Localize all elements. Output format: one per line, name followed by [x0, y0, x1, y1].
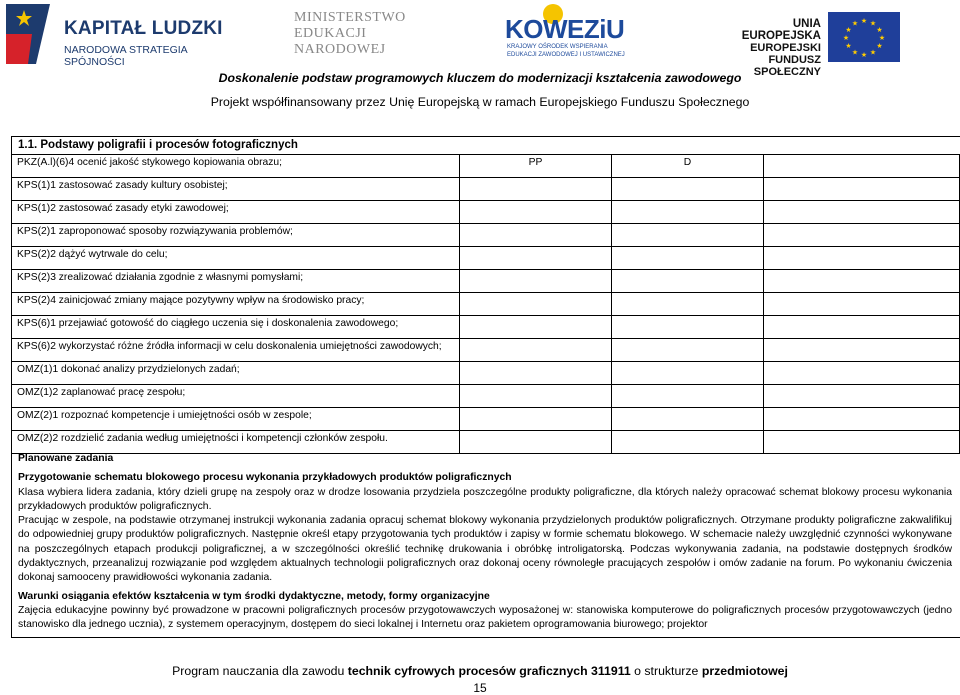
page-number: 15	[473, 681, 487, 695]
d-cell	[612, 408, 764, 431]
empty-cell	[764, 339, 960, 362]
effect-cell: KPS(2)1 zaproponować sposoby rozwiązywania problemów;	[12, 224, 460, 247]
d-cell: D	[612, 155, 764, 178]
svg-text:★: ★	[878, 34, 886, 42]
effect-cell: KPS(6)2 wykorzystać różne źródła informacji w celu doskonalenia umiejętności zawodowych;	[12, 339, 460, 362]
d-cell	[612, 339, 764, 362]
task-title: Przygotowanie schematu blokowego procesu wykonania przykładowych produktów poligraficznych	[18, 472, 512, 484]
empty-cell	[764, 224, 960, 247]
svg-text:★: ★	[851, 48, 859, 57]
conditions-heading: Warunki osiągania efektów kształcenia w tym środki dydaktyczne, metody, formy organizacyjne	[18, 590, 490, 602]
d-cell	[612, 362, 764, 385]
kapital-ludzki-subtitle: NARODOWA STRATEGIA SPÓJNOŚCI	[64, 44, 188, 68]
koweziu-sub2: EDUKACJI ZAWODOWEJ I USTAWICZNEJ	[507, 52, 625, 58]
table-row	[12, 247, 960, 270]
effects-table	[11, 154, 960, 454]
pp-cell	[460, 385, 612, 408]
svg-text:★: ★	[851, 19, 859, 28]
d-cell	[612, 293, 764, 316]
svg-text:★: ★	[860, 17, 868, 25]
effect-cell: OMZ(2)2 rozdzielić zadania według umiejętności i kompetencji członków zespołu.	[12, 431, 460, 454]
table-row	[12, 293, 960, 316]
pp-cell	[460, 247, 612, 270]
pp-cell	[460, 339, 612, 362]
svg-text:★: ★	[860, 51, 868, 59]
empty-cell	[764, 408, 960, 431]
header-subtitle-project: Projekt współfinansowany przez Unię Europejską w ramach Europejskiego Funduszu Społecznego	[210, 95, 750, 109]
pp-cell	[460, 431, 612, 454]
effect-cell: OMZ(1)2 zaplanować pracę zespołu;	[12, 385, 460, 408]
svg-text:★: ★	[869, 48, 877, 57]
d-cell	[612, 431, 764, 454]
table-row	[12, 316, 960, 339]
table-row	[12, 431, 960, 454]
svg-text:★: ★	[876, 26, 883, 34]
kapital-ludzki-flag-icon	[6, 4, 50, 64]
pp-cell	[460, 316, 612, 339]
table-row	[12, 362, 960, 385]
koweziu-logo	[505, 4, 625, 66]
svg-text:★: ★	[869, 19, 877, 28]
footer-prefix: Program nauczania dla zawodu	[172, 664, 348, 678]
eu-text	[716, 18, 821, 78]
kapital-ludzki-title: KAPITAŁ LUDZKI	[64, 18, 223, 39]
d-cell	[612, 201, 764, 224]
pp-cell: PP	[460, 155, 612, 178]
planned-tasks	[18, 452, 952, 633]
pp-cell	[460, 178, 612, 201]
footer-structure: przedmiotowej	[701, 664, 788, 678]
planned-heading: Planowane zadania	[18, 453, 114, 464]
ministerstwo-logo	[294, 4, 434, 64]
men-line3: NARODOWEJ	[294, 42, 386, 57]
d-cell	[612, 178, 764, 201]
table-row	[12, 270, 960, 293]
empty-cell	[764, 270, 960, 293]
d-cell	[612, 385, 764, 408]
eu-line3: FUNDUSZ SPOŁECZNY	[753, 54, 821, 78]
pp-cell	[460, 201, 612, 224]
effect-cell: KPS(2)2 dążyć wytrwale do celu;	[12, 247, 460, 270]
section-title: 1.1. Podstawy poligrafii i procesów fotograficznych	[18, 139, 298, 151]
svg-text:★: ★	[842, 34, 850, 42]
koweziu-sub1: KRAJOWY OŚRODEK WSPIERANIA	[507, 44, 608, 50]
table-row	[12, 385, 960, 408]
men-line1: MINISTERSTWO	[294, 10, 406, 25]
table-row	[12, 178, 960, 201]
d-cell	[612, 316, 764, 339]
table-row	[12, 224, 960, 247]
pp-cell	[460, 293, 612, 316]
d-cell	[612, 247, 764, 270]
footer-profession: technik cyfrowych procesów graficznych 311911	[347, 664, 631, 678]
footer-program	[0, 664, 960, 678]
table-row	[12, 408, 960, 431]
eu-line2: EUROPEJSKI	[750, 42, 821, 54]
empty-cell	[764, 431, 960, 454]
empty-cell	[764, 178, 960, 201]
conditions-paragraph: Zajęcia edukacyjne powinny być prowadzone w pracowni poligraficznych procesów przygotowawczych wyposażonej w: stanowiska komputerowe do poligraficznych procesów przygotowawczych (jedno stanowisko dla jednego ucznia), z systemem operacyjnym, dostępem do sieci lokalnej i Internetu oraz pakietem oprogramowania biurowego; projektor	[18, 604, 952, 631]
d-cell	[612, 270, 764, 293]
effect-cell: OMZ(2)1 rozpoznać kompetencje i umiejętności osób w zespole;	[12, 408, 460, 431]
header-subtitle-italic: Doskonalenie podstaw programowych kluczem do modernizacji kształcenia zawodowego	[218, 71, 742, 85]
empty-cell	[764, 316, 960, 339]
svg-text:★: ★	[876, 42, 883, 50]
pp-cell	[460, 408, 612, 431]
svg-text:★: ★	[845, 42, 852, 50]
effect-cell: KPS(1)2 zastosować zasady etyki zawodowej;	[12, 201, 460, 224]
koweziu-title: KOWEZiU	[505, 14, 625, 44]
empty-cell	[764, 201, 960, 224]
empty-cell	[764, 385, 960, 408]
eu-logo	[716, 4, 956, 78]
kapital-ludzki-logo	[6, 4, 226, 66]
empty-cell	[764, 293, 960, 316]
empty-cell	[764, 247, 960, 270]
empty-cell	[764, 362, 960, 385]
effect-cell: KPS(2)3 zrealizować działania zgodnie z własnymi pomysłami;	[12, 270, 460, 293]
task-paragraph-2: Pracując w zespole, na podstawie otrzymanej instrukcji wykonania zadania opracuj schemat blokowy wykonania przydzielonych produktów poligraficznych. Otrzymane produkty poligraficzne zakwalifikuj do odpowiedniej grupy produktów poligraficznych. Następnie określ etapy przygotowania tych produktów i zapisy w formie schematu blokowego. W schemacie należy uwzględnić czynności wykonywane na poszczególnych etapach produkcji poligraficznej, a w szczególności określić technikę drukowania i obróbkę introligatorską. Podczas wykonywania zadania, na podstawie dostępnych środków dydaktycznych, przeanalizuj rozwiązanie pod względem aktualnych technologii poligraficznych oraz dokonaj oceny równoległe pracujących zespołów i omów zadanie na forum. Po wykonaniu ćwiczenia dokonaj samooceny prawidłowości wykonania zadania.	[18, 515, 952, 584]
effect-cell: PKZ(A.l)(6)4 ocenić jakość stykowego kopiowania obrazu;	[12, 155, 460, 178]
effect-cell: KPS(2)4 zainicjować zmiany mające pozytywny wpływ na środowisko pracy;	[12, 293, 460, 316]
eu-flag-icon	[828, 12, 900, 62]
effect-cell: KPS(1)1 zastosować zasady kultury osobistej;	[12, 178, 460, 201]
footer-middle: o strukturze	[630, 664, 702, 678]
pp-cell	[460, 224, 612, 247]
table-row	[12, 201, 960, 224]
eu-line1: UNIA EUROPEJSKA	[741, 18, 821, 42]
task-paragraph-1: Klasa wybiera lidera zadania, który dzieli grupę na zespoły oraz w drodze losowania przydziela poszczególne produkty poligraficzne, dla których należy opracować schemat blokowy procesu wykonania przykładowych produktów poligraficznych.	[18, 486, 952, 512]
effect-cell: OMZ(1)1 dokonać analizy przydzielonych zadań;	[12, 362, 460, 385]
svg-text:★: ★	[845, 26, 852, 34]
empty-cell	[764, 155, 960, 178]
pp-cell	[460, 270, 612, 293]
table-row	[12, 339, 960, 362]
table-row	[12, 155, 960, 178]
d-cell	[612, 224, 764, 247]
men-line2: EDUKACJI	[294, 26, 367, 41]
pp-cell	[460, 362, 612, 385]
effect-cell: KPS(6)1 przejawiać gotowość do ciągłego uczenia się i doskonalenia zawodowego;	[12, 316, 460, 339]
